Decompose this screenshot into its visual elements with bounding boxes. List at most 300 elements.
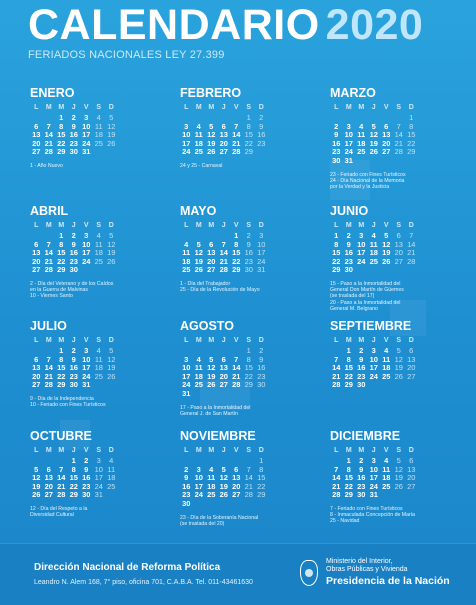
day-cell: 5 (34, 464, 39, 474)
day-cell: 29 (57, 147, 66, 157)
day-cell: 21 (219, 256, 228, 266)
day-cell: 27 (207, 265, 216, 275)
title-text: CALENDARIO (28, 1, 320, 49)
day-cell: 8 (346, 354, 351, 364)
day-cell: 27 (219, 147, 228, 157)
month-name: ABRIL (30, 204, 69, 218)
day-cell: 29 (232, 265, 241, 275)
day-cell: 24 (369, 371, 378, 381)
week-row (180, 491, 312, 500)
month-febrero (180, 86, 312, 169)
day-header: J (71, 447, 76, 454)
day-cell (105, 491, 118, 500)
day-cell: 10 (82, 354, 91, 364)
day-header: J (71, 104, 76, 111)
day-cell: 8 (409, 121, 414, 131)
day-cell: 10 (344, 130, 353, 140)
day-header: V (383, 447, 389, 454)
day-cell: 17 (182, 371, 191, 381)
day-cell: 5 (396, 346, 401, 355)
day-cell: 28 (44, 147, 53, 157)
holiday-note: 25 - Día de la Revolución de Mayo (180, 287, 260, 294)
national-seal-icon (300, 560, 318, 586)
day-cell: 18 (194, 138, 203, 148)
day-header: D (258, 222, 264, 229)
day-header: L (334, 337, 339, 344)
day-cell: 17 (194, 481, 203, 491)
holiday-notes (330, 506, 462, 525)
day-cell: 2 (334, 121, 339, 131)
day-cell: 6 (34, 354, 39, 364)
day-cell: 3 (371, 456, 376, 465)
day-header: S (96, 337, 102, 344)
day-cell: 23 (357, 371, 366, 381)
day-cell: 2 (84, 456, 89, 465)
day-cell: 22 (244, 138, 253, 148)
day-cell (230, 500, 243, 509)
day-header: S (396, 104, 402, 111)
day-header: V (233, 222, 239, 229)
holiday-notes (330, 172, 462, 191)
day-cell: 15 (57, 363, 66, 373)
holiday-note: 8 - Inmaculada Concepción de María (330, 512, 416, 519)
day-cell: 2 (246, 231, 251, 240)
day-header: S (96, 222, 102, 229)
footer-ministry-block (300, 558, 450, 587)
day-cell: 5 (396, 456, 401, 465)
day-cell: 25 (207, 490, 216, 500)
day-cell: 14 (407, 239, 416, 249)
day-cell: 1 (346, 456, 351, 465)
month-name: SEPTIEMBRE (330, 319, 412, 333)
day-cell: 8 (246, 121, 251, 131)
day-cell: 29 (407, 147, 416, 157)
day-header: M (208, 447, 215, 454)
day-cell: 19 (394, 473, 403, 483)
day-cell: 16 (244, 248, 253, 258)
day-cell: 28 (57, 490, 66, 500)
month-abril (30, 204, 162, 300)
day-cell: 3 (184, 121, 189, 131)
day-header: L (184, 447, 189, 454)
day-cell: 4 (196, 354, 201, 364)
day-header: M (45, 104, 52, 111)
day-cell: 22 (244, 371, 253, 381)
day-cell (193, 390, 206, 399)
day-cell (380, 266, 393, 275)
day-cell: 8 (346, 464, 351, 474)
day-cell: 13 (219, 363, 228, 373)
day-cell: 25 (94, 256, 103, 266)
holiday-notes (330, 281, 462, 312)
day-cell: 13 (407, 354, 416, 364)
holiday-note: 10 - Feriado con Fines Turísticos (30, 402, 106, 409)
month-septiembre (330, 319, 462, 390)
day-cell: 22 (57, 371, 66, 381)
day-cell: 11 (382, 464, 391, 474)
holiday-note: 7 - Feriado con Fines Turísticos (330, 505, 403, 512)
day-header: V (383, 222, 389, 229)
day-cell: 13 (32, 248, 41, 258)
day-header: M (358, 337, 365, 344)
day-cell: 13 (232, 473, 241, 483)
day-cell: 12 (394, 464, 403, 474)
day-header: D (258, 104, 264, 111)
day-cell: 3 (84, 231, 89, 240)
day-cell: 11 (369, 239, 378, 249)
day-header: M (45, 447, 52, 454)
day-cell (255, 390, 268, 399)
day-header: L (184, 104, 189, 111)
day-cell: 27 (32, 380, 41, 390)
day-cell: 30 (244, 265, 253, 275)
day-cell: 25 (94, 371, 103, 381)
day-cell (93, 148, 106, 157)
day-cell: 26 (107, 371, 116, 381)
day-cell (393, 157, 406, 166)
day-cell: 25 (382, 371, 391, 381)
day-header: L (34, 222, 39, 229)
day-cell (380, 381, 393, 390)
holiday-note: (se traslada del 20) (180, 520, 225, 527)
day-header: V (83, 104, 89, 111)
day-cell: 26 (207, 380, 216, 390)
day-header: S (96, 104, 102, 111)
day-cell: 21 (44, 256, 53, 266)
day-cell: 11 (182, 248, 191, 258)
day-header: J (221, 222, 226, 229)
day-cell: 15 (244, 363, 253, 373)
day-cell: 13 (207, 248, 216, 258)
day-cell (218, 390, 231, 399)
day-cell: 18 (357, 138, 366, 148)
day-cell: 7 (221, 239, 226, 249)
holiday-notes (180, 515, 312, 527)
day-cell: 6 (409, 346, 414, 355)
day-cell: 12 (107, 239, 116, 249)
week-row (180, 266, 312, 275)
day-cell: 6 (409, 456, 414, 465)
day-cell: 16 (357, 363, 366, 373)
day-cell: 15 (244, 130, 253, 140)
day-header: S (246, 104, 252, 111)
day-cell: 20 (382, 138, 391, 148)
day-cell (368, 381, 381, 390)
day-cell: 16 (257, 363, 266, 373)
day-cell: 29 (69, 490, 78, 500)
day-cell: 3 (371, 346, 376, 355)
day-header: J (371, 104, 376, 111)
day-cell: 4 (371, 231, 376, 240)
day-cell: 19 (382, 248, 391, 258)
day-cell: 10 (82, 239, 91, 249)
day-cell: 28 (232, 380, 241, 390)
day-cell: 6 (46, 464, 51, 474)
day-cell: 31 (82, 147, 91, 157)
day-header: J (371, 222, 376, 229)
day-cell: 26 (32, 490, 41, 500)
week-row (330, 157, 462, 166)
day-cell: 7 (46, 121, 51, 131)
day-cell: 10 (182, 130, 191, 140)
day-cell: 22 (257, 481, 266, 491)
day-cell: 6 (384, 121, 389, 131)
day-cell: 16 (332, 138, 341, 148)
day-cell: 12 (107, 354, 116, 364)
day-header: M (58, 104, 65, 111)
day-cell: 3 (359, 231, 364, 240)
day-cell: 22 (344, 481, 353, 491)
day-cell: 27 (382, 147, 391, 157)
day-cell: 17 (82, 248, 91, 258)
day-cell: 31 (82, 380, 91, 390)
day-header: M (208, 222, 215, 229)
day-header: L (34, 104, 39, 111)
day-cell: 6 (34, 121, 39, 131)
day-cell: 7 (234, 354, 239, 364)
holiday-notes (180, 405, 312, 417)
day-header: S (96, 447, 102, 454)
day-cell: 12 (207, 363, 216, 373)
day-header: M (45, 337, 52, 344)
day-cell: 9 (259, 121, 264, 131)
day-header: M (208, 337, 215, 344)
calendar-grid (30, 86, 460, 536)
day-cell (205, 500, 218, 509)
day-cell: 24 (257, 256, 266, 266)
day-cell: 27 (394, 256, 403, 266)
day-cell: 3 (84, 346, 89, 355)
holiday-note: (se traslada del 17) (330, 293, 375, 300)
day-header: M (358, 104, 365, 111)
day-cell: 22 (69, 481, 78, 491)
day-cell: 15 (344, 473, 353, 483)
day-cell: 7 (334, 464, 339, 474)
day-cell: 19 (107, 363, 116, 373)
day-cell: 24 (182, 380, 191, 390)
day-header: V (233, 337, 239, 344)
day-cell: 18 (207, 481, 216, 491)
day-cell: 3 (96, 456, 101, 465)
day-cell: 6 (209, 239, 214, 249)
day-cell (80, 266, 93, 275)
day-cell (105, 148, 118, 157)
day-cell: 23 (257, 371, 266, 381)
day-cell: 8 (334, 239, 339, 249)
day-headers (30, 222, 162, 232)
day-header: L (334, 104, 339, 111)
day-cell (218, 500, 231, 509)
month-junio (330, 204, 462, 312)
day-cell: 22 (57, 138, 66, 148)
day-headers (30, 447, 162, 457)
day-cell: 1 (246, 346, 251, 355)
holiday-notes (180, 163, 312, 169)
day-cell (380, 491, 393, 500)
day-cell: 20 (32, 138, 41, 148)
day-header: M (45, 222, 52, 229)
day-cell: 13 (407, 464, 416, 474)
day-cell: 26 (219, 490, 228, 500)
day-cell: 24 (357, 256, 366, 266)
day-cell: 16 (357, 473, 366, 483)
day-cell: 28 (407, 256, 416, 266)
day-cell: 12 (382, 239, 391, 249)
day-header: L (334, 222, 339, 229)
day-cell: 31 (344, 155, 353, 165)
day-cell: 20 (32, 256, 41, 266)
month-name: ENERO (30, 86, 75, 100)
day-cell (405, 266, 418, 275)
day-cell: 2 (359, 346, 364, 355)
day-headers (30, 337, 162, 347)
day-cell: 4 (384, 346, 389, 355)
day-cell: 26 (107, 138, 116, 148)
day-cell: 13 (32, 130, 41, 140)
day-cell: 20 (407, 473, 416, 483)
holiday-note: 20 - Paso a la Inmortalidad del (330, 299, 401, 306)
day-cell: 7 (46, 239, 51, 249)
day-cell: 18 (194, 371, 203, 381)
day-header: D (408, 104, 414, 111)
day-cell: 18 (94, 248, 103, 258)
day-cell: 29 (57, 380, 66, 390)
day-cell: 12 (194, 248, 203, 258)
day-cell: 3 (84, 113, 89, 122)
day-cell: 16 (82, 473, 91, 483)
day-cell: 13 (44, 473, 53, 483)
day-cell: 27 (32, 147, 41, 157)
day-header: V (383, 104, 389, 111)
day-cell: 21 (394, 138, 403, 148)
day-cell: 1 (234, 231, 239, 240)
day-cell: 26 (369, 147, 378, 157)
day-cell: 27 (219, 380, 228, 390)
footer-org: Dirección Nacional de Reforma Política (34, 562, 221, 573)
day-cell: 29 (332, 265, 341, 275)
day-cell: 27 (407, 481, 416, 491)
day-cell: 13 (32, 363, 41, 373)
day-header: D (108, 337, 114, 344)
holiday-note: 24 - Día Nacional de la Memoria (330, 177, 405, 184)
day-header: M (195, 222, 202, 229)
day-cell: 29 (344, 380, 353, 390)
day-cell: 24 (194, 490, 203, 500)
day-header: L (184, 337, 189, 344)
day-cell: 21 (232, 138, 241, 148)
day-headers (330, 104, 462, 114)
day-header: M (58, 337, 65, 344)
day-cell: 25 (94, 138, 103, 148)
day-headers (180, 337, 312, 347)
day-cell: 5 (109, 113, 114, 122)
day-cell: 14 (232, 130, 241, 140)
day-cell: 7 (409, 231, 414, 240)
day-header: M (358, 222, 365, 229)
day-cell: 3 (346, 121, 351, 131)
day-cell (230, 390, 243, 399)
day-cell: 23 (69, 256, 78, 266)
day-cell: 9 (359, 464, 364, 474)
day-header: D (408, 337, 414, 344)
day-cell: 7 (334, 354, 339, 364)
day-cell: 12 (32, 473, 41, 483)
day-header: S (246, 222, 252, 229)
day-cell: 14 (244, 473, 253, 483)
day-cell: 6 (396, 231, 401, 240)
holiday-note: 15 - Paso a la Inmortalidad del (330, 280, 401, 287)
day-cell: 21 (244, 481, 253, 491)
day-cell: 15 (232, 248, 241, 258)
day-cell: 2 (259, 113, 264, 122)
page-subtitle: FERIADOS NACIONALES LEY 27.399 (28, 49, 225, 61)
day-cell: 19 (107, 248, 116, 258)
month-marzo (330, 86, 462, 190)
day-cell: 4 (209, 464, 214, 474)
day-cell: 23 (182, 490, 191, 500)
holiday-note: 23 - Feriado con Fines Turísticos (330, 171, 406, 178)
day-cell: 31 (257, 265, 266, 275)
day-cell: 27 (44, 490, 53, 500)
month-julio (30, 319, 162, 408)
day-cell: 17 (257, 248, 266, 258)
day-cell: 10 (182, 363, 191, 373)
day-cell: 14 (44, 130, 53, 140)
day-cell (380, 157, 393, 166)
day-cell: 4 (96, 231, 101, 240)
day-cell: 24 (344, 147, 353, 157)
day-cell: 16 (257, 130, 266, 140)
day-header: D (108, 447, 114, 454)
month-name: AGOSTO (180, 319, 234, 333)
day-cell: 16 (69, 363, 78, 373)
day-cell: 29 (244, 147, 253, 157)
day-cell: 28 (44, 380, 53, 390)
day-cell: 30 (69, 380, 78, 390)
day-cell (243, 390, 256, 399)
day-cell: 1 (246, 113, 251, 122)
day-cell: 9 (71, 121, 76, 131)
day-header: M (345, 447, 352, 454)
holiday-note: por la Verdad y la Justicia (330, 183, 390, 190)
day-cell: 5 (384, 231, 389, 240)
day-cell: 7 (234, 121, 239, 131)
holiday-note: 23 - Día de la Soberanía Nacional (180, 514, 259, 521)
day-header: M (195, 447, 202, 454)
day-header: V (83, 447, 89, 454)
month-name: FEBRERO (180, 86, 242, 100)
day-cell: 7 (246, 464, 251, 474)
day-header: V (233, 104, 239, 111)
day-cell: 30 (344, 265, 353, 275)
day-cell: 23 (69, 371, 78, 381)
page-title (28, 2, 466, 48)
day-cell (393, 491, 406, 500)
day-cell (393, 266, 406, 275)
day-cell: 18 (382, 363, 391, 373)
day-cell: 18 (382, 473, 391, 483)
month-diciembre (330, 429, 462, 525)
week-row (330, 381, 462, 390)
day-cell: 7 (59, 464, 64, 474)
day-cell (105, 381, 118, 390)
day-header: M (58, 447, 65, 454)
day-header: M (195, 337, 202, 344)
day-cell: 9 (71, 354, 76, 364)
day-cell: 11 (194, 363, 203, 373)
day-cell: 9 (334, 130, 339, 140)
ministry-line-2: Obras Públicas y Vivienda (326, 566, 408, 573)
